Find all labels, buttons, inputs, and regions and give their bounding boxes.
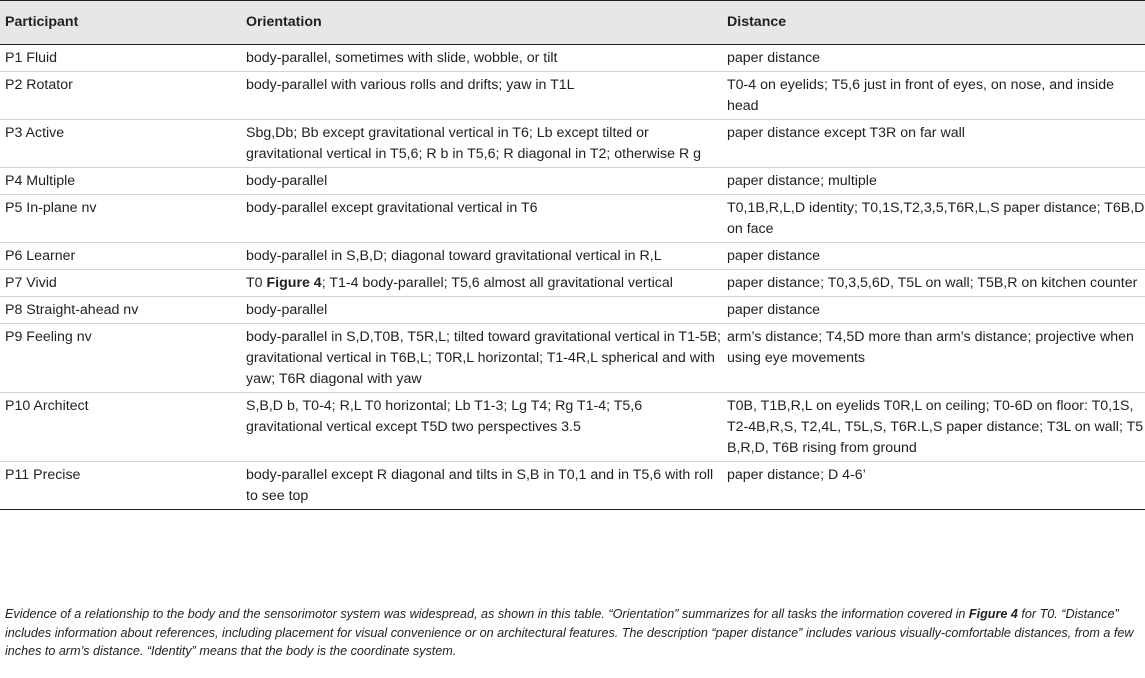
orientation-cell: body-parallel in S,B,D; diagonal toward gravitational vertical in R,L — [240, 243, 721, 270]
caption-text-part2: for T0. “Distance” includes information about references, including placement for visual convenience or on architectural features. The description “paper distance” includes various visually-comfortable distances, from a few inches to arm’s distance. “Identity” means that the body is the coordinate system. — [5, 607, 1134, 659]
column-header-participant: Participant — [0, 1, 240, 45]
orientation-cell: S,B,D b, T0-4; R,L T0 horizontal; Lb T1-3; Lg T4; Rg T1-4; T5,6 gravitational vertical except T5D two perspectives 3.5 — [240, 393, 721, 462]
orientation-cell: body-parallel — [240, 297, 721, 324]
participant-cell: P5 In-plane nv — [0, 195, 240, 243]
figure-4-caption-reference: Figure 4 — [968, 607, 1018, 621]
participant-cell: P9 Feeling nv — [0, 324, 240, 393]
orientation-cell: Sbg,Db; Bb except gravitational vertical in T6; Lb except tilted or gravitational vertical in T5,6; R b in T5,6; R diagonal in T2; otherwise R g — [240, 120, 721, 168]
table-body — [0, 45, 1145, 510]
participant-cell: P3 Active — [0, 120, 240, 168]
header-row — [0, 1, 1145, 45]
caption-text-part1: Evidence of a relationship to the body and the sensorimotor system was widespread, as shown in this table. “Orientation” summarizes for all tasks the information covered in — [5, 607, 969, 621]
table-caption — [5, 605, 1140, 661]
participant-cell: P1 Fluid — [0, 45, 240, 72]
orientation-cell: body-parallel in S,D,T0B, T5R,L; tilted toward gravitational vertical in T1-5B; gravitational vertical in T6B,L; T0R,L horizontal; T1-4R,L spherical and with yaw; T6R diagonal with yaw — [240, 324, 721, 393]
distance-cell: paper distance; T0,3,5,6D, T5L on wall; T5B,R on kitchen counter — [721, 270, 1145, 297]
distance-cell: paper distance except T3R on far wall — [721, 120, 1145, 168]
orientation-cell: body-parallel except R diagonal and tilts in S,B in T0,1 and in T5,6 with roll to see top — [240, 462, 721, 510]
participant-cell: P6 Learner — [0, 243, 240, 270]
distance-cell: paper distance — [721, 45, 1145, 72]
participant-cell: P10 Architect — [0, 393, 240, 462]
table-header — [0, 1, 1145, 45]
column-header-orientation: Orientation — [240, 1, 721, 45]
table-row — [0, 270, 1145, 297]
distance-cell: T0B, T1B,R,L on eyelids T0R,L on ceiling; T0-6D on floor: T0,1S, T2-4B,R,S, T2,4L, T5L,S, T6R.L,S paper distance; T3L on wall; T5 B,R,D, T6B rising from ground — [721, 393, 1145, 462]
distance-cell: paper distance; D 4-6’ — [721, 462, 1145, 510]
table-row — [0, 168, 1145, 195]
orientation-text-pre: T0 — [246, 275, 267, 291]
distance-cell: paper distance — [721, 243, 1145, 270]
participant-cell: P11 Precise — [0, 462, 240, 510]
orientation-cell: body-parallel with various rolls and drifts; yaw in T1L — [240, 72, 721, 120]
table-row — [0, 45, 1145, 72]
orientation-text-post: ; T1-4 body-parallel; T5,6 almost all gravitational vertical — [321, 275, 673, 291]
column-header-distance: Distance — [721, 1, 1145, 45]
table-row — [0, 72, 1145, 120]
participant-cell: P2 Rotator — [0, 72, 240, 120]
distance-cell: arm’s distance; T4,5D more than arm’s distance; projective when using eye movements — [721, 324, 1145, 393]
table-row — [0, 462, 1145, 510]
orientation-cell: body-parallel, sometimes with slide, wobble, or tilt — [240, 45, 721, 72]
table-row — [0, 243, 1145, 270]
table-row — [0, 297, 1145, 324]
distance-cell: T0-4 on eyelids; T5,6 just in front of eyes, on nose, and inside head — [721, 72, 1145, 120]
participant-cell: P8 Straight-ahead nv — [0, 297, 240, 324]
table-row — [0, 324, 1145, 393]
participant-cell: P4 Multiple — [0, 168, 240, 195]
distance-cell: T0,1B,R,L,D identity; T0,1S,T2,3,5,T6R,L,S paper distance; T6B,D on face — [721, 195, 1145, 243]
orientation-cell: body-parallel except gravitational vertical in T6 — [240, 195, 721, 243]
distance-cell: paper distance — [721, 297, 1145, 324]
distance-cell: paper distance; multiple — [721, 168, 1145, 195]
orientation-cell: body-parallel — [240, 168, 721, 195]
table-row — [0, 195, 1145, 243]
orientation-cell — [240, 270, 721, 297]
table-row — [0, 120, 1145, 168]
table-row — [0, 393, 1145, 462]
participant-cell: P7 Vivid — [0, 270, 240, 297]
figure-4-reference: Figure 4 — [266, 275, 322, 291]
